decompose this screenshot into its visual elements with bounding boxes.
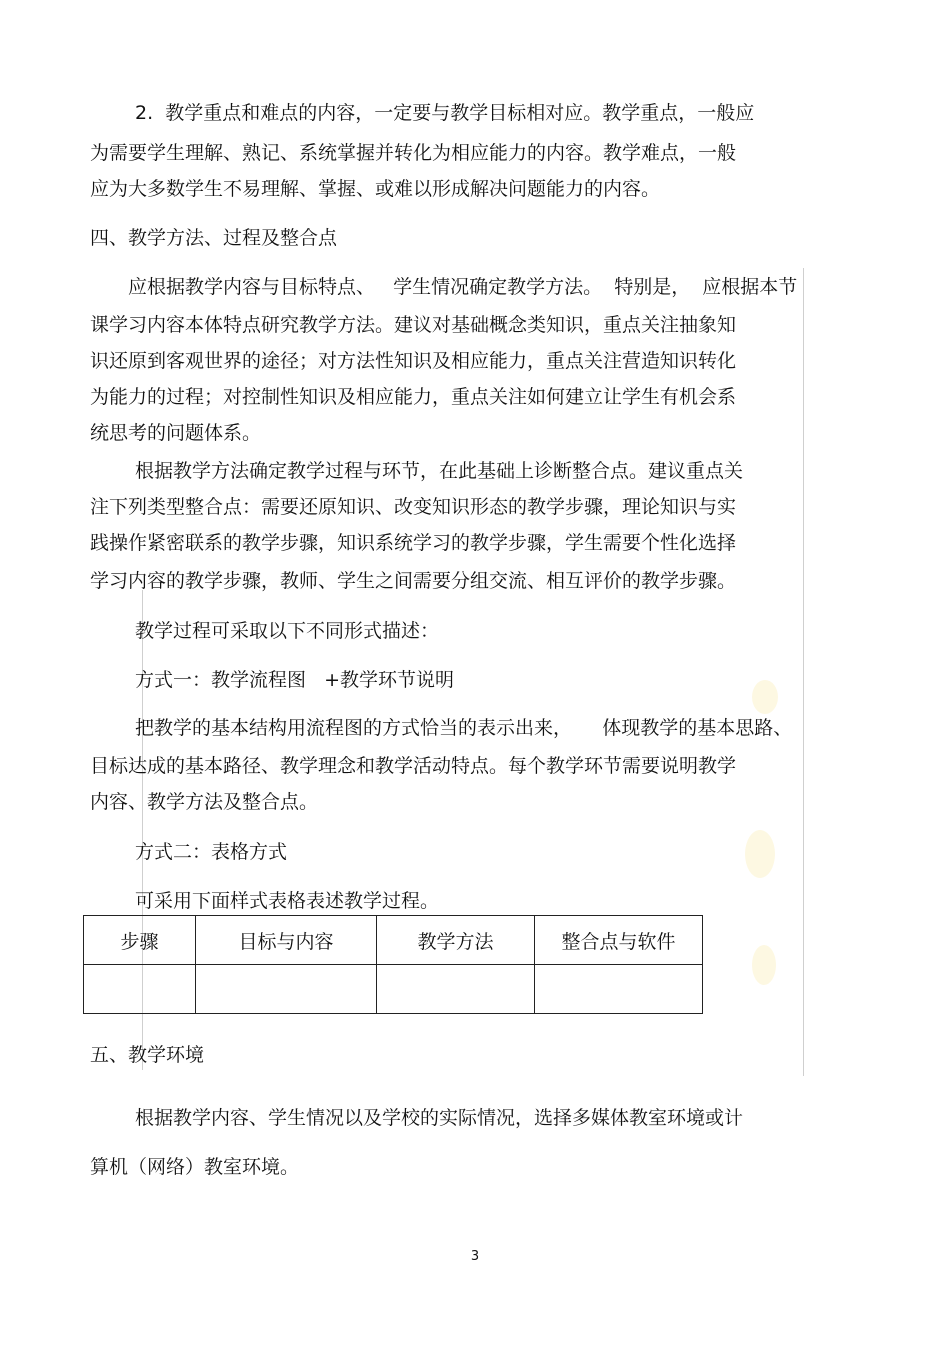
section4-p1-line4: 为能力的过程；对控制性知识及相应能力，重点关注如何建立让学生有机会系 [90, 386, 737, 408]
paper-smudge [752, 945, 776, 985]
section4-p4-line3: 内容、教学方法及整合点。 [90, 791, 319, 813]
section4-p2-line4: 学习内容的教学步骤，教师、学生之间需要分组交流、相互评价的教学步骤。 [90, 570, 737, 592]
section4-p2-line1: 根据教学方法确定教学过程与环节，在此基础上诊断整合点。建议重点关 [135, 460, 744, 482]
section4-p2-line2: 注下列类型整合点：需要还原知识、改变知识形态的教学步骤，理论知识与实 [90, 496, 737, 518]
table-header-cell: 目标与内容 [196, 916, 377, 965]
table-header-cell: 整合点与软件 [535, 916, 703, 965]
section5-heading: 五、教学环境 [90, 1044, 205, 1066]
section4-p5: 可采用下面样式表格表述教学过程。 [135, 890, 440, 912]
section4-p1-line5: 统思考的问题体系。 [90, 422, 262, 444]
section4-p1-line1: 应根据教学内容与目标特点、 学生情况确定教学方法。 特别是， 应根据本节 [128, 276, 798, 298]
point2-line2: 为需要学生理解、熟记、系统掌握并转化为相应能力的内容。教学难点，一般 [90, 142, 737, 164]
table-header-row [84, 916, 703, 965]
section4-p1-line2: 课学习内容本体特点研究教学方法。建议对基础概念类知识，重点关注抽象知 [90, 314, 737, 336]
section4-p1-line3: 识还原到客观世界的途径；对方法性知识及相应能力，重点关注营造知识转化 [90, 350, 737, 372]
section5-line2: 算机（网络）教室环境。 [90, 1156, 300, 1178]
method1-label: 方式一：教学流程图 +教学环节说明 [135, 669, 455, 691]
table-cell [535, 965, 703, 1014]
method2-label: 方式二：表格方式 [135, 841, 288, 863]
paper-smudge [745, 830, 775, 878]
scan-line-right [803, 268, 804, 1076]
section4-heading: 四、教学方法、过程及整合点 [90, 227, 338, 249]
table-cell [84, 965, 196, 1014]
teaching-process-table [83, 915, 703, 1014]
section4-p2-line3: 践操作紧密联系的教学步骤，知识系统学习的教学步骤，学生需要个性化选择 [90, 532, 737, 554]
paper-smudge [752, 680, 778, 714]
table-cell [196, 965, 377, 1014]
table-cell [377, 965, 535, 1014]
section4-p4-line2: 目标达成的基本路径、教学理念和教学活动特点。每个教学环节需要说明教学 [90, 755, 737, 777]
table-header-cell: 教学方法 [377, 916, 535, 965]
table-header-cell: 步骤 [84, 916, 196, 965]
section4-p3: 教学过程可采取以下不同形式描述： [135, 620, 440, 642]
point2-line3: 应为大多数学生不易理解、掌握、或难以形成解决问题能力的内容。 [90, 178, 661, 200]
section4-p4-line1: 把教学的基本结构用流程图的方式恰当的表示出来， 体现教学的基本思路、 [135, 717, 793, 739]
section5-line1: 根据教学内容、学生情况以及学校的实际情况，选择多媒体教室环境或计 [135, 1107, 744, 1129]
page-number: 3 [470, 1249, 480, 1264]
point2-line1: 2. 教学重点和难点的内容，一定要与教学目标相对应。教学重点，一般应 [135, 102, 755, 124]
table-row [84, 965, 703, 1014]
